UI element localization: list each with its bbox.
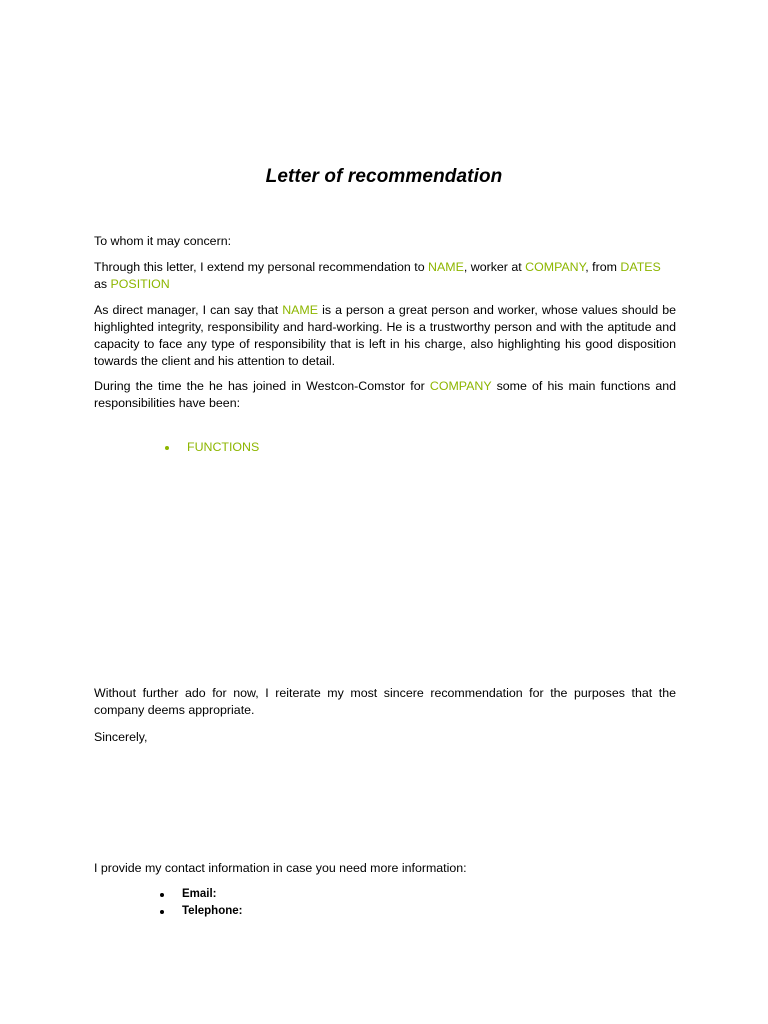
placeholder-company: COMPANY bbox=[525, 260, 586, 274]
bullet-icon bbox=[165, 446, 169, 450]
page-title: Letter of recommendation bbox=[265, 166, 503, 187]
bullet-icon bbox=[160, 910, 164, 914]
list-item bbox=[182, 903, 242, 920]
intro-text-4: as bbox=[94, 277, 111, 291]
intro-text-2: , worker at bbox=[463, 260, 526, 274]
functions-list bbox=[187, 439, 259, 456]
placeholder-company-2: COMPANY bbox=[429, 379, 492, 393]
intro-text-3: , from bbox=[585, 260, 621, 274]
manager-text-1: As direct manager, I can say that bbox=[94, 303, 283, 317]
telephone-label: Telephone: bbox=[182, 905, 243, 917]
placeholder-position: POSITION bbox=[110, 277, 170, 291]
closing-paragraph: Without further ado for now, I reiterate my most sincere recommendation for the purposes that the company deems appropriate. bbox=[94, 686, 676, 717]
signoff: Sincerely, bbox=[94, 730, 148, 744]
list-item bbox=[187, 439, 259, 456]
placeholder-dates: DATES bbox=[620, 260, 661, 274]
list-item bbox=[182, 886, 242, 903]
email-label: Email: bbox=[182, 888, 217, 900]
bullet-icon bbox=[160, 893, 164, 897]
functions-paragraph bbox=[94, 378, 676, 412]
placeholder-name-2: NAME bbox=[282, 303, 319, 317]
functions-text-2: some of his main functions and responsibilities have been: bbox=[94, 379, 677, 410]
manager-text-2: is a person a great person and worker, whose values should be highlighted integrity, responsibility and hard-working. He is a trustworthy person and with the aptitude and capacity to face any type of responsibility that is left in his charge, also highlighting his good disposition towards the client and his attention to detail. bbox=[94, 303, 676, 368]
greeting: To whom it may concern: bbox=[94, 234, 232, 248]
placeholder-name: NAME bbox=[428, 260, 464, 274]
intro-paragraph bbox=[94, 259, 676, 293]
contact-intro: I provide my contact information in case you need more information: bbox=[94, 861, 467, 875]
manager-paragraph bbox=[94, 302, 676, 370]
contact-list bbox=[182, 886, 242, 920]
function-label: FUNCTIONS bbox=[187, 440, 260, 454]
intro-text-1: Through this letter, I extend my personal recommendation to bbox=[94, 260, 429, 274]
functions-text-1: During the time the he has joined in Westcon-Comstor for bbox=[94, 379, 430, 393]
